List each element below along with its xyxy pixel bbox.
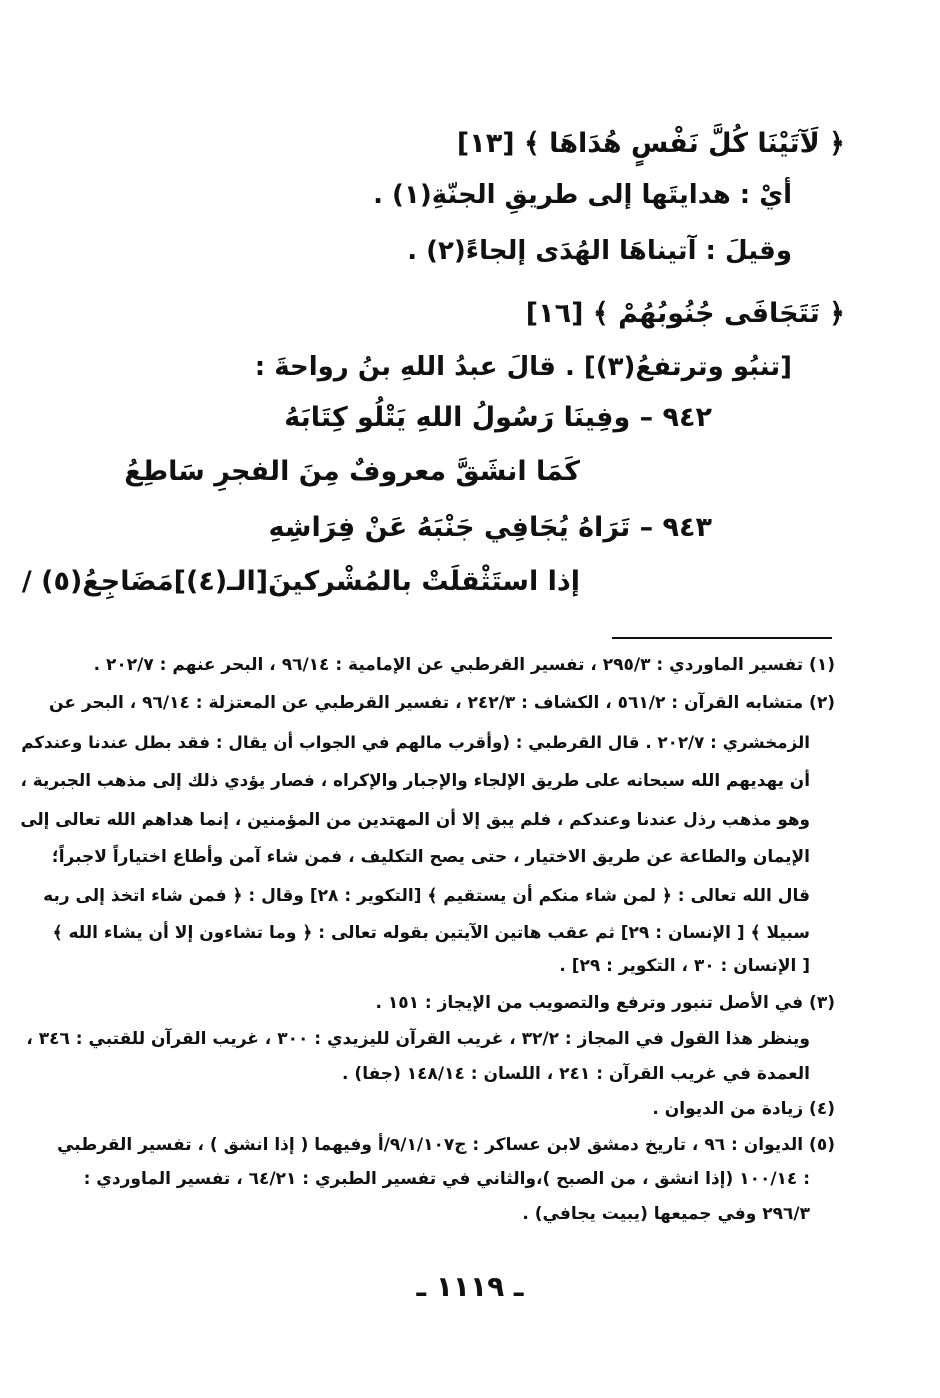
footnote-line: (١) تفسير الماوردي : ٢٩٥/٣ ، تفسير القرطبي عن الإمامية : ٩٦/١٤ ، البحر عنهم : ٢٠٢/٧ .: [93, 655, 835, 675]
footnote-line: قال الله تعالى : ﴿ لمن شاء منكم أن يستقيم ﴾ [التكوير : ٢٨] وقال : ﴿ فمن شاء اتخذ إلى ربه: [43, 886, 810, 906]
footnote-line: (٥) الديوان : ٩٦ ، تاريخ دمشق لابن عساكر : ج٩/١/١٠٧/أ وفيهما ( إذا انشق ) ، تفسير القرطبي: [57, 1135, 835, 1155]
verse-16: ﴿ تَتَجَافَى جُنُوبُهُمْ ﴾ [١٦]: [525, 298, 845, 329]
poem-943-first-hemistich: ٩٤٣ – تَرَاهُ يُجَافِي جَنْبَهُ عَنْ فِرَاشِهِ: [268, 512, 712, 543]
footnote-line: : ١٠٠/١٤ (إذا انشق ، من الصبح )،والثاني في تفسير الطبري : ٦٤/٢١ ، تفسير الماوردي :: [83, 1169, 810, 1189]
poem-942-second-hemistich: كَمَا انشَقَّ معروفٌ مِنَ الفجرِ سَاطِعُ: [124, 456, 580, 487]
poem-942-first-hemistich: ٩٤٢ – وفِينَا رَسُولُ اللهِ يَتْلُو كِتَابَهُ: [284, 402, 712, 433]
footnote-line: الزمخشري : ٢٠٢/٧ . قال القرطبي : (وأقرب مالهم في الجواب أن يقال : فقد بطل عندنا وعندكم: [21, 732, 810, 752]
poem-943-second-hemistich: إذا استَثْقلَتْ بالمُشْركينَ[الـ(٤)]مَضَاجِعُ(٥) /: [21, 566, 580, 597]
footnote-line: (٤) زيادة من الديوان .: [652, 1099, 835, 1119]
gloss-ilja: وقيلَ : آتيناهَا الهُدَى إلجاءً(٢) .: [407, 236, 792, 266]
footnote-line: أن يهديهم الله سبحانه على طريق الإلجاء والإجبار والإكراه ، فصار يؤدي ذلك إلى مذهب الجبرية ،: [20, 770, 810, 790]
footnote-separator: [612, 637, 832, 639]
footnote-line: وينظر هذا القول في المجاز : ٣٢/٢ ، غريب القرآن لليزيدي : ٣٠٠ ، غريب القرآن للقتبي : ٣٤٦ ،: [26, 1029, 810, 1049]
gloss-tanbu: [تنبُو وترتفعُ(٣)] . قالَ عبدُ اللهِ بنُ رواحةَ :: [254, 352, 792, 382]
footnote-line: الإيمان والطاعة عن طريق الاختيار ، حتى يصح التكليف ، فمن شاء آمن وأطاع اختياراً لاجبراً؛: [51, 847, 810, 867]
footnote-line: (٣) في الأصل تنبور وترفع والتصويب من الإيجاز : ١٥١ .: [375, 993, 835, 1013]
footnote-line: ٢٩٦/٣ وفي جميعها (يبيت يجافي) .: [522, 1204, 810, 1224]
gloss-hidayah: أيْ : هدايتَها إلى طريقِ الجنّةِ(١) .: [373, 180, 792, 210]
footnote-line: (٢) متشابه القرآن : ٥٦١/٢ ، الكشاف : ٢٤٢/٣ ، تفسير القرطبي عن المعتزلة : ٩٦/١٤ ، البحر عن: [49, 693, 835, 713]
footnote-line: وهو مذهب رذل عندنا وعندكم ، فلم يبق إلا أن المهتدين من المؤمنين ، إنما هداهم الله تعالى إلى: [20, 809, 810, 829]
page-number: ـ ١١١٩ ـ: [416, 1270, 524, 1303]
verse-13: ﴿ لَآتَيْنَا كُلَّ نَفْسٍ هُدَاهَا ﴾ [١٣]: [456, 128, 845, 159]
footnote-line: سبيلا ﴾ [ الإنسان : ٢٩] ثم عقب هاتين الآيتين بقوله تعالى : ﴿ وما تشاءون إلا أن يشاء الله ﴾: [52, 923, 810, 943]
footnote-line: العمدة في غريب القرآن : ٢٤١ ، اللسان : ١٤٨/١٤ (جفا) .: [342, 1064, 810, 1084]
footnote-line: [ الإنسان : ٣٠ ، التكوير : ٢٩] .: [559, 956, 810, 976]
